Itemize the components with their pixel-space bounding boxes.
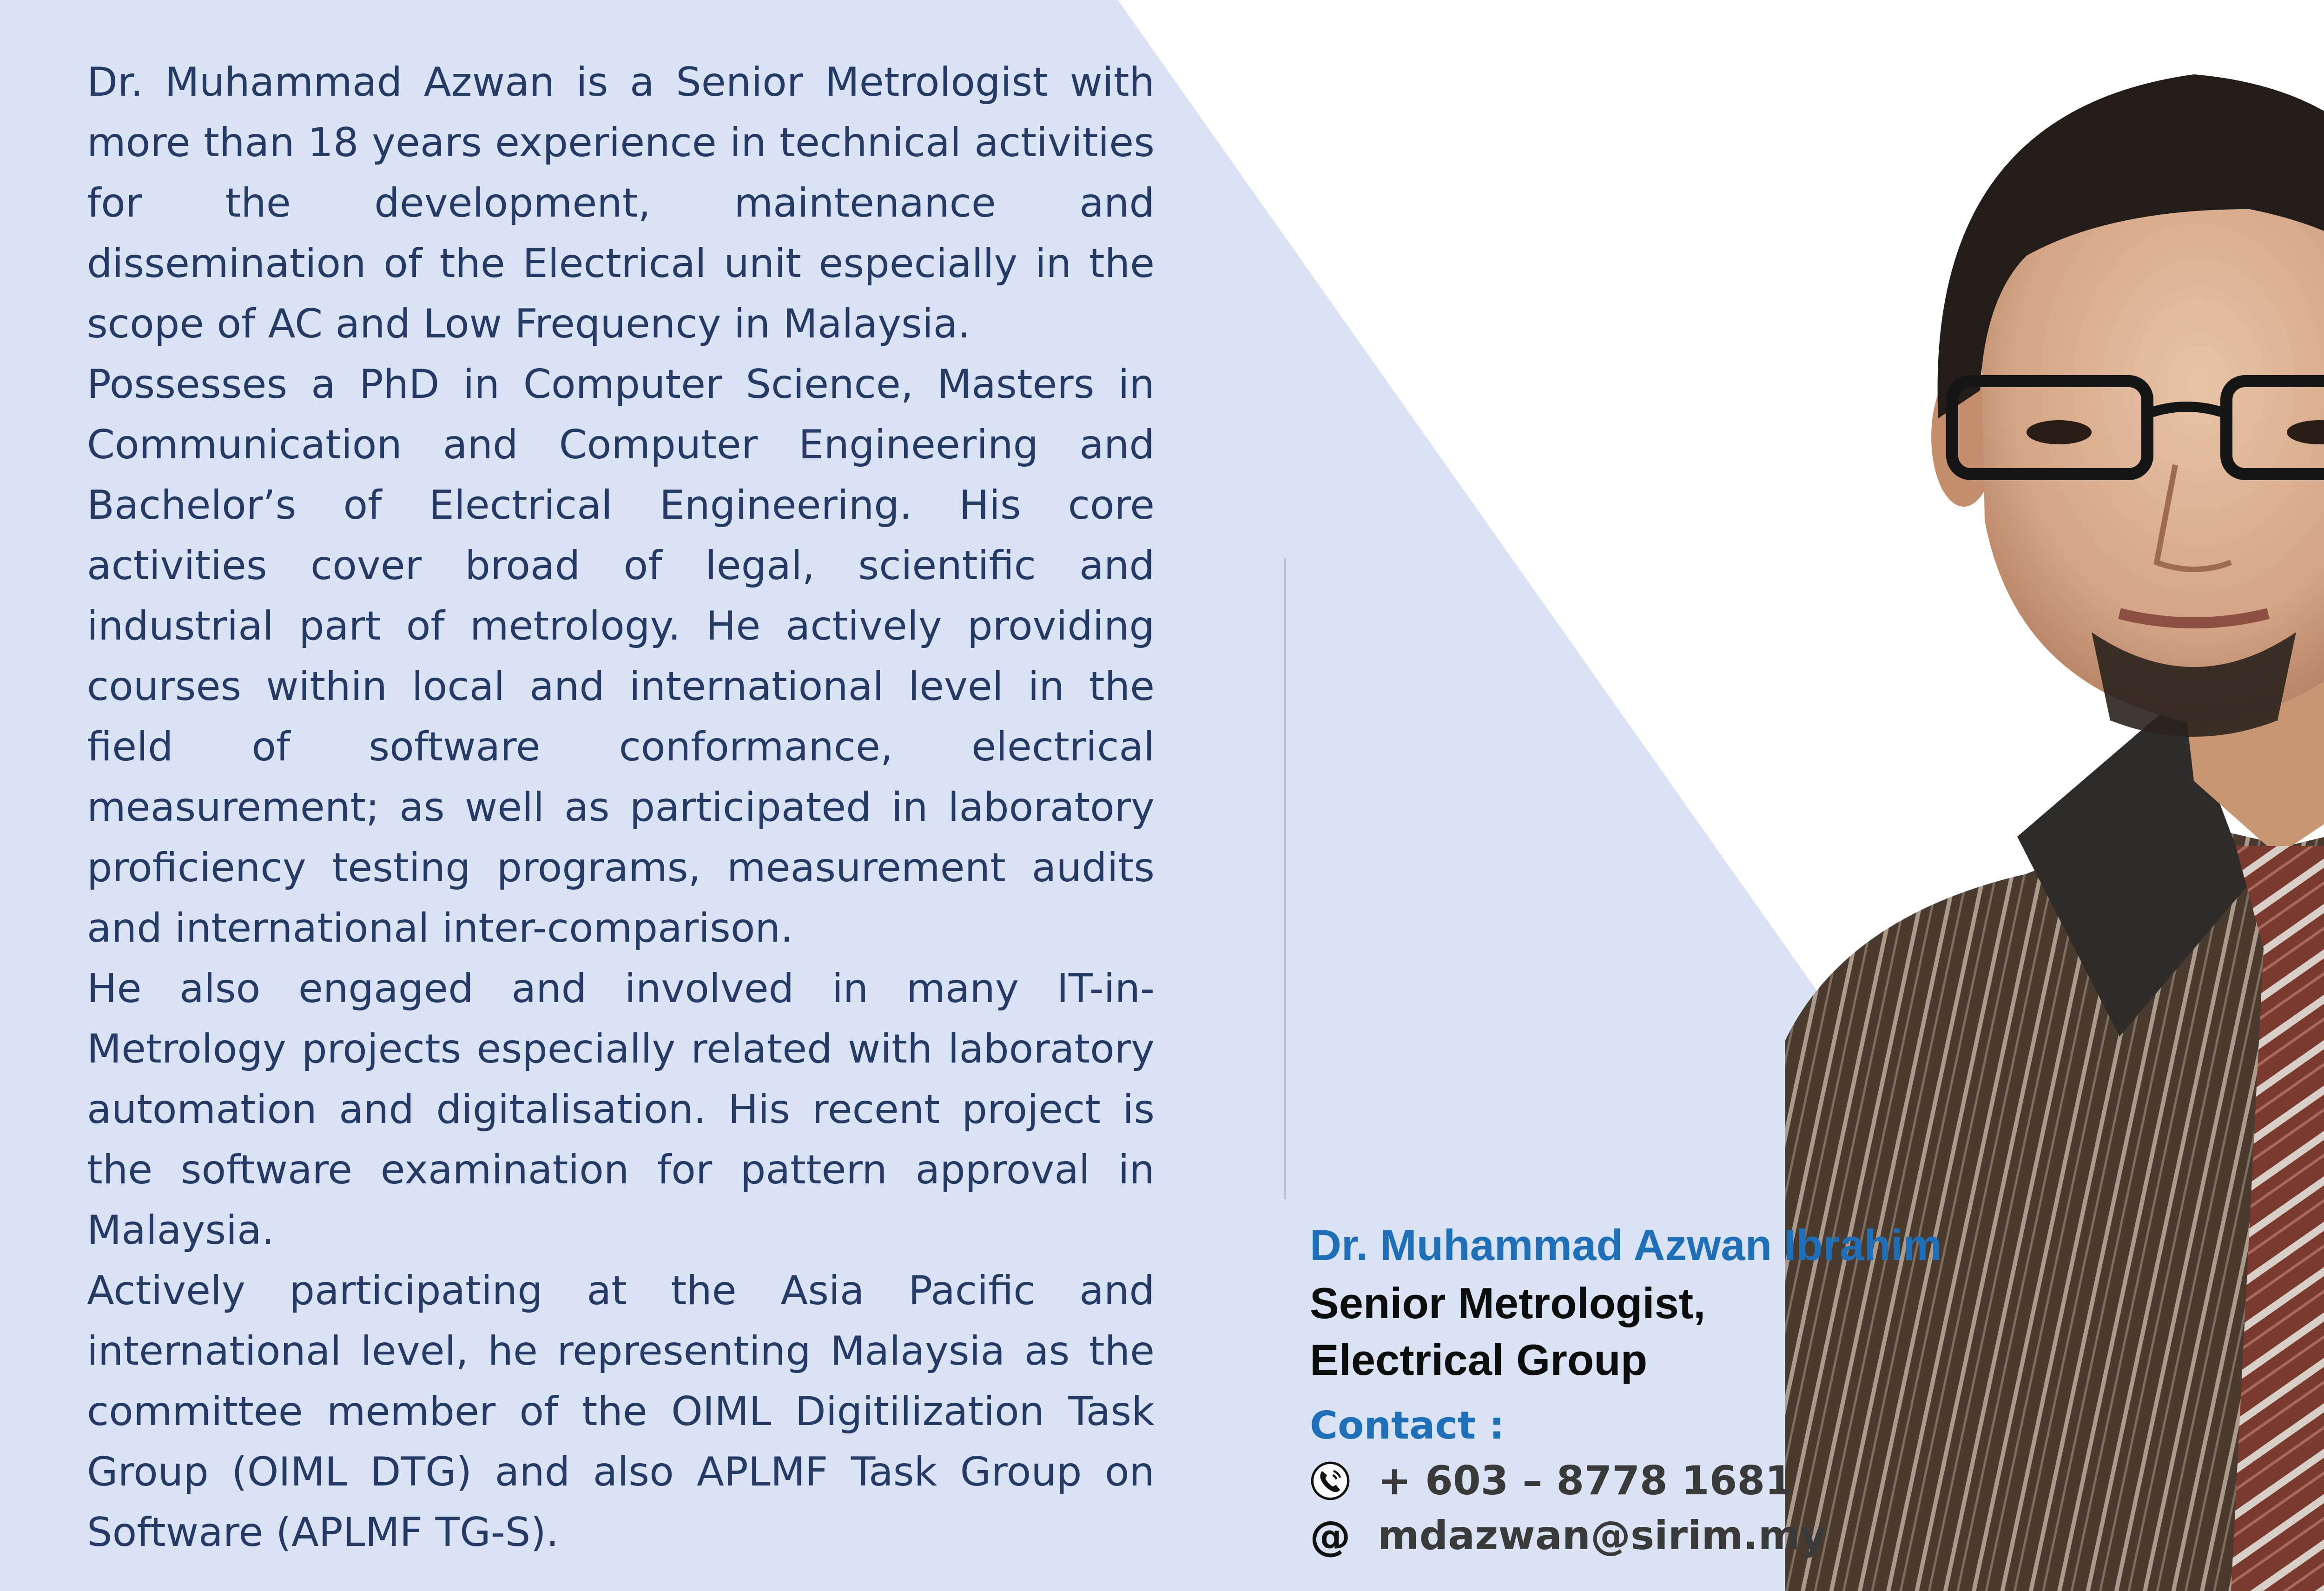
phone-number: + 603 – 8778 1681: [1378, 1458, 1793, 1504]
at-sign-icon: @: [1310, 1512, 1351, 1560]
bio-paragraph: Actively participating at the Asia Pacific and international level, he representing Malaysia as the committee member of the OIML Digitilization Task Group (OIML DTG) and also APLMF Task Group on Software (APLMF TG-S).: [87, 1268, 1155, 1556]
bio-paragraph: Dr. Muhammad Azwan is a Senior Metrologist with more than 18 years experience in technical activities for the development, maintenance and dissemination of the Electrical unit especially in the scope of AC and Low Frequency in Malaysia.: [87, 59, 1155, 347]
profile-title: Senior Metrologist,: [1310, 1279, 1706, 1327]
profile-department: Electrical Group: [1310, 1335, 1648, 1384]
contact-label: Contact :: [1310, 1404, 1505, 1448]
bio-paragraph: He also engaged and involved in many IT-in-Metrology projects especially related with laboratory automation and digitalisation. His recent project is the software examination for pattern approval in Malaysia.: [87, 965, 1155, 1254]
vertical-divider: [1284, 558, 1286, 1199]
phone-row: [1310, 1453, 2007, 1508]
email-address[interactable]: mdazwan@sirim.my: [1378, 1512, 1826, 1559]
contact-card: [1310, 1215, 2007, 1563]
phone-icon: [1310, 1460, 1351, 1501]
profile-name: Dr. Muhammad Azwan Ibrahim: [1310, 1221, 1942, 1269]
bio-paragraph: Possesses a PhD in Computer Science, Masters in Communication and Computer Engineering and Bachelor’s of Electrical Engineering. His core activities cover broad of legal, scientific and industrial part of metrology. He actively providing courses within local and international level in the field of software conformance, electrical measurement; as well as participated in laboratory proficiency testing programs, measurement audits and international inter-comparison.: [87, 361, 1155, 951]
email-row: [1310, 1508, 2007, 1563]
bio-text: [87, 52, 1155, 1563]
